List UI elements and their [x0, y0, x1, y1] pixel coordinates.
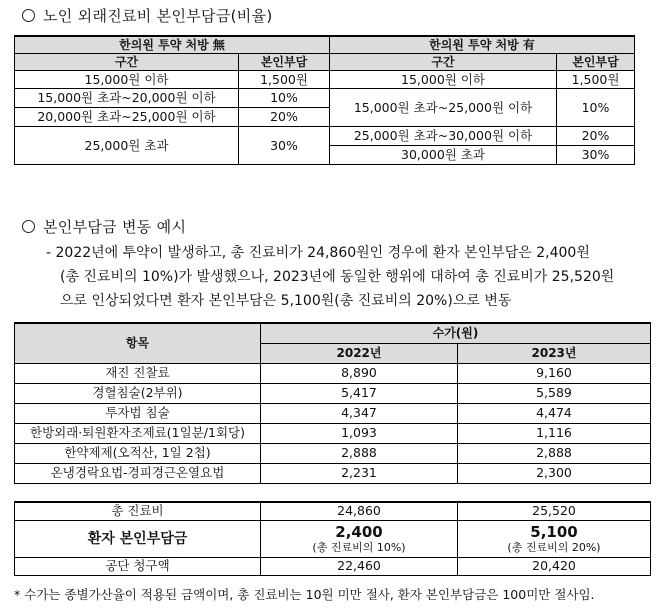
claim-label: 공단 청구액 [15, 557, 261, 575]
left-col-copay: 본인부담 [239, 54, 330, 71]
copay-2022-note: (총 진료비의 10%) [312, 540, 406, 554]
table-cell: 한방외래·퇴원환자조제료(1일분/1회당) [15, 423, 261, 443]
table-cell: 20% [557, 127, 635, 146]
right-col-copay: 본인부담 [557, 54, 635, 71]
table-cell: 4,474 [458, 403, 651, 423]
claim-2022: 22,460 [261, 557, 458, 575]
copay-2023-note: (총 진료비의 20%) [507, 540, 601, 554]
table-cell: 30,000원 초과 [330, 146, 557, 165]
table-row [15, 463, 651, 483]
table-cell: 10% [557, 89, 635, 127]
circle-bullet-icon [22, 9, 35, 22]
col-item-header: 항목 [15, 323, 261, 363]
total-2022: 24,860 [261, 502, 458, 520]
table-cell: 2,888 [458, 443, 651, 463]
table-cell: 1,500원 [239, 71, 330, 89]
col-fee-header: 수가(원) [261, 323, 651, 343]
total-label: 총 진료비 [15, 502, 261, 520]
table-cell: 재진 진찰료 [15, 363, 261, 383]
section1-title: 노인 외래진료비 본인부담금(비율) [22, 5, 273, 26]
table-cell: 2,888 [261, 443, 458, 463]
table-cell: 4,347 [261, 403, 458, 423]
table-cell: 1,093 [261, 423, 458, 443]
table-cell: 30% [557, 146, 635, 165]
copay-label: 환자 본인부담금 [15, 520, 261, 557]
table-cell: 20% [239, 108, 330, 127]
table-cell: 1,116 [458, 423, 651, 443]
right-col-range: 구간 [330, 54, 557, 71]
table-cell: 8,890 [261, 363, 458, 383]
table-cell: 9,160 [458, 363, 651, 383]
table-cell: 투자법 침술 [15, 403, 261, 423]
table-cell: 25,000원 초과~30,000원 이하 [330, 127, 557, 146]
table-cell: 한약제제(오적산, 1일 2첩) [15, 443, 261, 463]
copay-2023-value: 5,100 [530, 522, 578, 541]
table-cell: 1,500원 [557, 71, 635, 89]
table-cell: 15,000원 이하 [15, 71, 239, 89]
table-cell: 온냉경락요법-경피경근온열요법 [15, 463, 261, 483]
copay-2022-cell [261, 520, 458, 557]
copay-table-no-prescription [14, 35, 330, 165]
table-cell: 20,000원 초과~25,000원 이하 [15, 108, 239, 127]
copay-2023-cell [458, 520, 651, 557]
total-2023: 25,520 [458, 502, 651, 520]
table-row [15, 423, 651, 443]
footnote: * 수가는 종별가산율이 적용된 금액이며, 총 진료비는 10원 미만 절사, 환자 본인부담금은 100미만 절사임. [14, 587, 595, 602]
paragraph-line: - 2022년에 투약이 발생하고, 총 진료비가 24,860원인 경우에 환자 본인부담은 2,400원 [46, 245, 590, 261]
table-row [15, 443, 651, 463]
table-cell: 경혈침술(2부위) [15, 383, 261, 403]
table-row [15, 363, 651, 383]
copay-2022-value: 2,400 [335, 522, 383, 541]
col-2023-header: 2023년 [458, 343, 651, 363]
table-row [15, 403, 651, 423]
table-row [15, 383, 651, 403]
claim-2023: 20,420 [458, 557, 651, 575]
fee-table [14, 322, 651, 484]
left-table-header: 한의원 투약 처방 無 [15, 36, 330, 54]
col-2022-header: 2022년 [261, 343, 458, 363]
table-cell: 2,231 [261, 463, 458, 483]
paragraph-line: 으로 인상되었다면 환자 본인부담은 5,100원(총 진료비의 20%)으로 변동 [60, 293, 512, 309]
circle-bullet-icon [22, 220, 35, 233]
table-cell: 15,000원 이하 [330, 71, 557, 89]
table-cell: 2,300 [458, 463, 651, 483]
summary-table [14, 501, 651, 576]
right-table-header: 한의원 투약 처방 有 [330, 36, 635, 54]
copay-table-with-prescription [329, 35, 635, 165]
table-cell: 5,417 [261, 383, 458, 403]
section2-title: 본인부담금 변동 예시 [22, 216, 186, 237]
table-cell: 15,000원 초과~20,000원 이하 [15, 89, 239, 108]
table-cell: 10% [239, 89, 330, 108]
table-cell: 25,000원 초과 [15, 127, 239, 165]
paragraph-line: (총 진료비의 10%)가 발생했으나, 2023년에 동일한 행위에 대하여 총 진료비가 25,520원 [60, 269, 615, 285]
left-col-range: 구간 [15, 54, 239, 71]
table-cell: 15,000원 초과~25,000원 이하 [330, 89, 557, 127]
example-paragraph [46, 241, 658, 313]
table-cell: 30% [239, 127, 330, 165]
table-cell: 5,589 [458, 383, 651, 403]
